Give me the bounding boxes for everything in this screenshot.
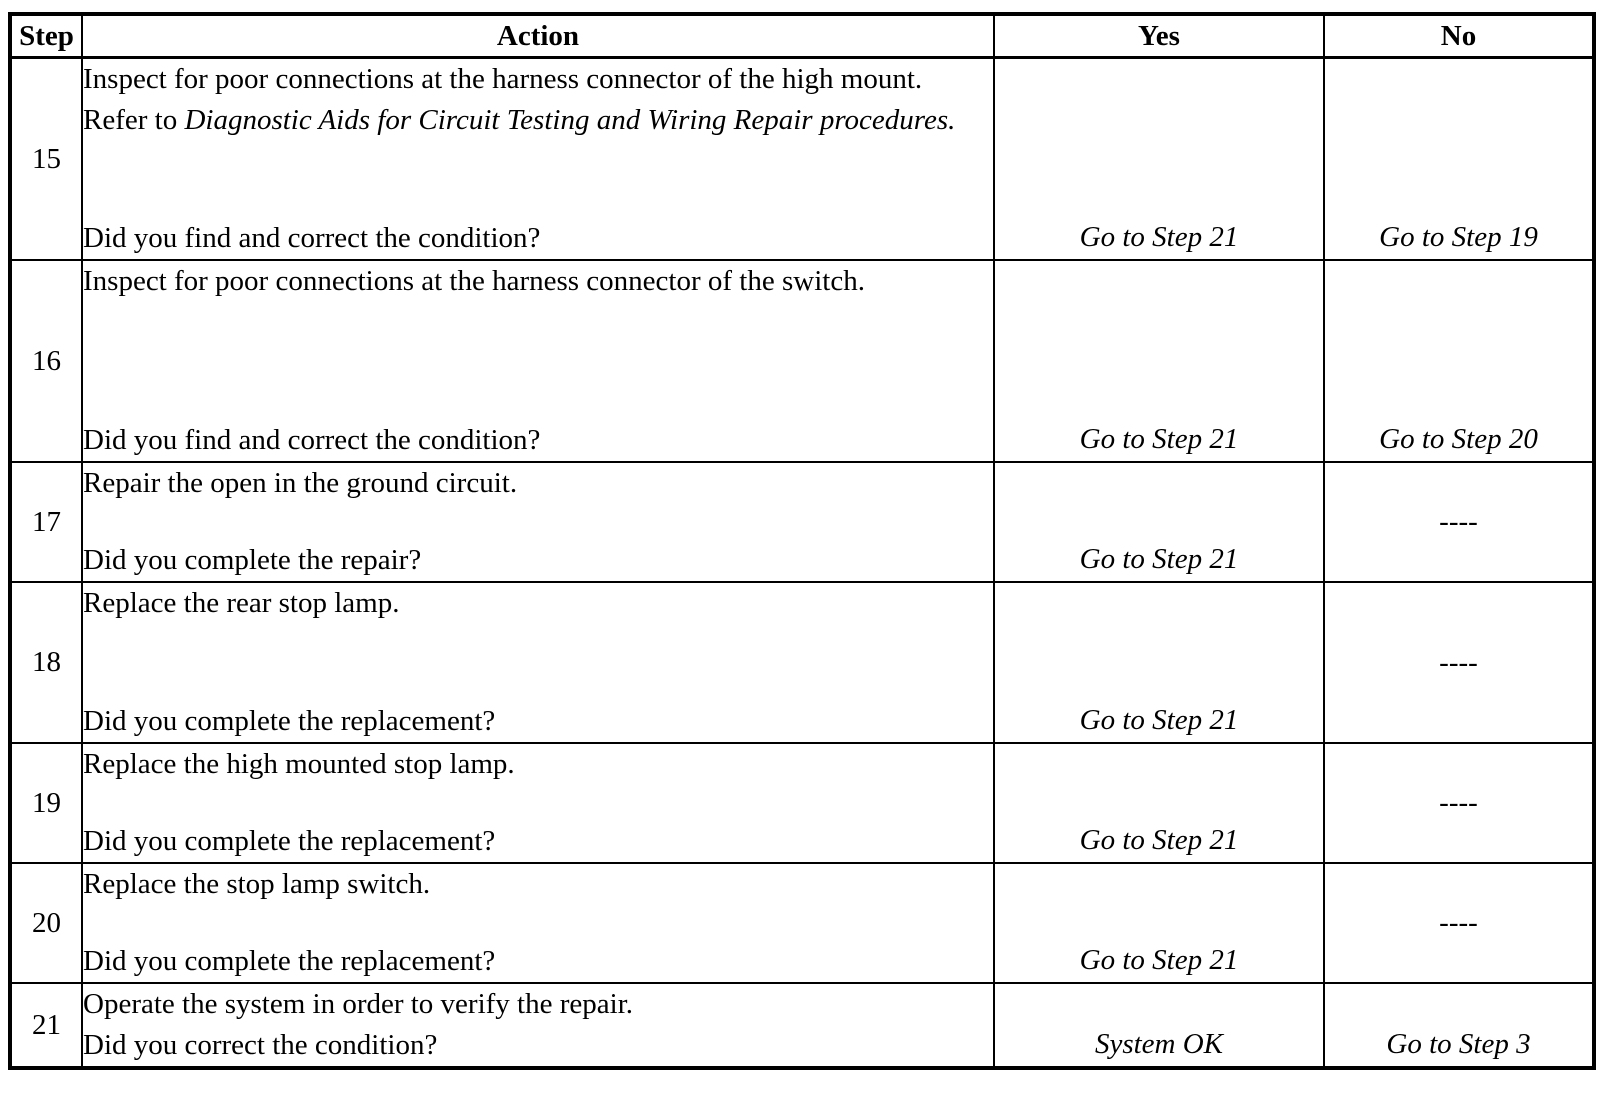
no-placeholder-dash: ---- (1439, 646, 1478, 678)
yes-goto-link[interactable]: Go to Step 21 (1079, 543, 1239, 575)
table-row (10, 462, 1594, 582)
no-goto-link[interactable]: Go to Step 20 (1379, 423, 1538, 455)
table-row (10, 582, 1594, 743)
action-text-main: Inspect for poor connections at the harness connector of the high mount. Refer to (83, 63, 923, 136)
action-text: Replace the stop lamp switch. (83, 868, 431, 900)
table-header-row (10, 14, 1594, 58)
action-cell (82, 743, 994, 863)
yes-goto-link[interactable]: Go to Step 21 (1079, 704, 1239, 736)
no-cell (1324, 743, 1594, 863)
table-row (10, 260, 1594, 462)
no-cell (1324, 58, 1594, 261)
action-text (83, 59, 993, 141)
yes-goto-link[interactable]: Go to Step 21 (1079, 221, 1239, 253)
action-cell (82, 863, 994, 983)
action-cell (82, 462, 994, 582)
step-number: 19 (10, 743, 82, 863)
yes-goto-link[interactable]: Go to Step 21 (1079, 824, 1239, 856)
action-question: Did you complete the repair? (83, 544, 422, 576)
action-cell (82, 58, 994, 261)
yes-cell (994, 863, 1324, 983)
action-cell (82, 582, 994, 743)
yes-result-label: System OK (1094, 1028, 1224, 1060)
step-number: 18 (10, 582, 82, 743)
action-question: Did you complete the replacement? (83, 825, 496, 857)
step-number: 16 (10, 260, 82, 462)
yes-cell (994, 743, 1324, 863)
yes-cell (994, 260, 1324, 462)
table-row (10, 58, 1594, 261)
no-placeholder-dash: ---- (1439, 906, 1478, 939)
action-question: Did you find and correct the condition? (83, 222, 541, 254)
table-row (10, 983, 1594, 1068)
no-goto-link[interactable]: Go to Step 3 (1386, 1028, 1531, 1060)
action-cell (82, 983, 994, 1068)
step-number: 17 (10, 462, 82, 582)
diagnostic-table (8, 12, 1596, 1070)
no-placeholder-dash: ---- (1439, 505, 1478, 538)
header-action: Action (82, 14, 994, 58)
header-step: Step (10, 14, 82, 58)
yes-cell (994, 983, 1324, 1068)
yes-cell (994, 462, 1324, 582)
action-text: Replace the high mounted stop lamp. (83, 748, 515, 780)
yes-goto-link[interactable]: Go to Step 21 (1079, 423, 1239, 455)
no-placeholder-dash: ---- (1439, 786, 1478, 819)
action-cell (82, 260, 994, 462)
step-number: 15 (10, 58, 82, 261)
yes-cell (994, 58, 1324, 261)
no-cell (1324, 582, 1594, 743)
action-question: Did you correct the condition? (83, 1029, 438, 1061)
step-number: 20 (10, 863, 82, 983)
no-cell (1324, 863, 1594, 983)
table-row (10, 743, 1594, 863)
no-goto-link[interactable]: Go to Step 19 (1379, 221, 1538, 253)
action-question: Did you complete the replacement? (83, 945, 496, 977)
no-cell (1324, 260, 1594, 462)
action-question: Did you find and correct the condition? (83, 424, 541, 456)
yes-cell (994, 582, 1324, 743)
action-text: Repair the open in the ground circuit. (83, 467, 518, 499)
action-text: Inspect for poor connections at the harness connector of the switch. (83, 265, 865, 297)
action-question: Did you complete the replacement? (83, 705, 496, 737)
action-text: Operate the system in order to verify the repair. (83, 988, 633, 1020)
no-cell (1324, 983, 1594, 1068)
no-cell (1324, 462, 1594, 582)
header-yes: Yes (994, 14, 1324, 58)
step-number: 21 (10, 983, 82, 1068)
table-row (10, 863, 1594, 983)
yes-goto-link[interactable]: Go to Step 21 (1079, 944, 1239, 976)
procedure-reference: Diagnostic Aids for Circuit Testing and Wiring Repair procedures. (184, 104, 956, 136)
header-no: No (1324, 14, 1594, 58)
action-text: Replace the rear stop lamp. (83, 587, 400, 619)
